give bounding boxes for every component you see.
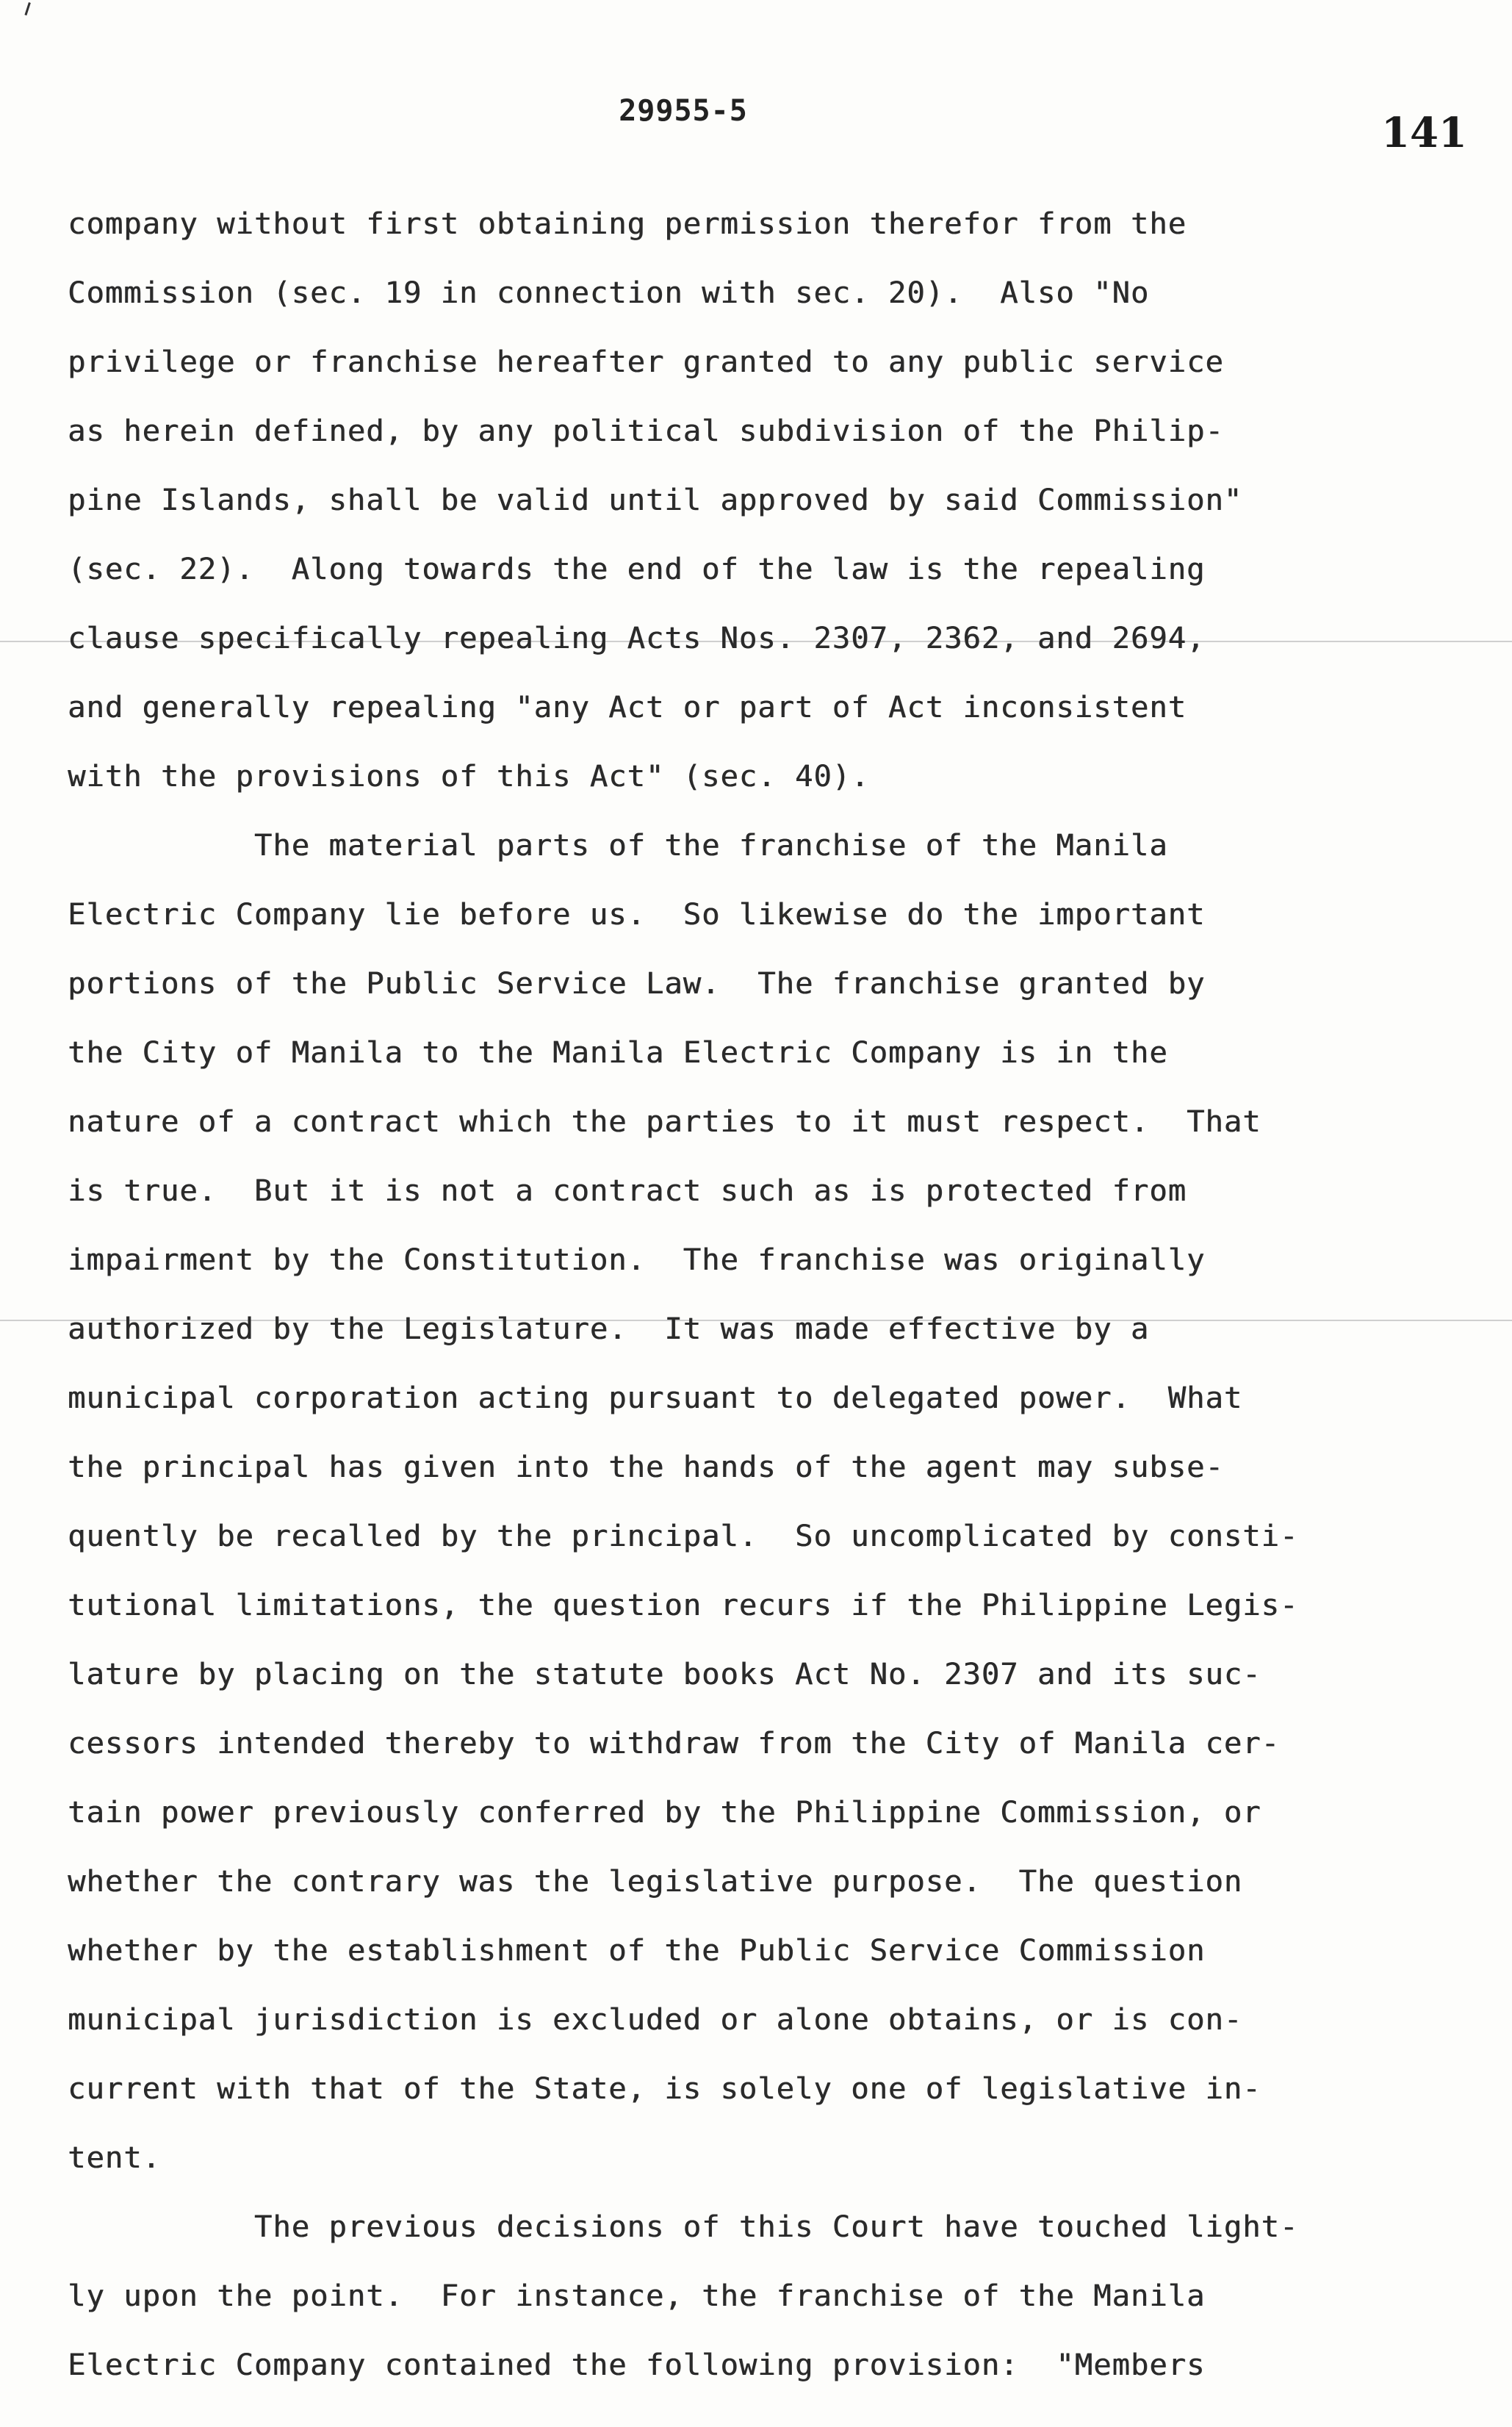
text-line: municipal corporation acting pursuant to delegated power. What <box>68 1380 1243 1415</box>
text-line: clause specifically repealing Acts Nos. 2307, 2362, and 2694, <box>68 620 1206 655</box>
text-line: whether by the establishment of the Public Service Commission <box>68 1932 1206 1968</box>
text-line: Electric Company contained the following provision: "Members <box>68 2347 1206 2382</box>
text-line: authorized by the Legislature. It was made effective by a <box>68 1311 1150 1346</box>
text-line: cessors intended thereby to withdraw from the City of Manila cer- <box>68 1725 1280 1761</box>
text-line: Commission (sec. 19 in connection with sec. 20). Also "No <box>68 275 1150 310</box>
text-line: (sec. 22). Along towards the end of the law is the repealing <box>68 551 1206 586</box>
text-line: current with that of the State, is solely one of legislative in- <box>68 2071 1261 2106</box>
text-line: pine Islands, shall be valid until approved by said Commission" <box>68 482 1243 517</box>
text-line: nature of a contract which the parties to it must respect. That <box>68 1104 1261 1139</box>
text-line: ly upon the point. For instance, the franchise of the Manila <box>68 2278 1206 2313</box>
text-line: tain power previously conferred by the Philippine Commission, or <box>68 1794 1261 1830</box>
text-line: tent. <box>68 2140 161 2175</box>
text-line: impairment by the Constitution. The franchise was originally <box>68 1242 1206 1277</box>
text-line: tutional limitations, the question recurs if the Philippine Legis- <box>68 1587 1299 1622</box>
text-line: The material parts of the franchise of the Manila <box>68 827 1168 863</box>
document-header-code: 29955-5 <box>619 94 748 128</box>
text-line: the principal has given into the hands of the agent may subse- <box>68 1449 1224 1484</box>
text-line: privilege or franchise hereafter granted to any public service <box>68 344 1224 379</box>
text-line: quently be recalled by the principal. So uncomplicated by consti- <box>68 1518 1299 1553</box>
text-line: with the provisions of this Act" (sec. 40). <box>68 758 870 794</box>
scan-artifact-mark <box>24 2 35 17</box>
text-line: portions of the Public Service Law. The franchise granted by <box>68 966 1206 1001</box>
text-line: whether the contrary was the legislative purpose. The question <box>68 1863 1243 1899</box>
text-line: The previous decisions of this Court have touched light- <box>68 2209 1299 2244</box>
text-line: is true. But it is not a contract such as is protected from <box>68 1173 1187 1208</box>
page-number: 141 <box>1381 109 1467 157</box>
text-line: Electric Company lie before us. So likewise do the important <box>68 896 1206 932</box>
document-body <box>68 198 1464 2409</box>
text-line: as herein defined, by any political subdivision of the Philip- <box>68 413 1224 448</box>
text-line: company without first obtaining permission therefor from the <box>68 206 1187 241</box>
text-line: and generally repealing "any Act or part of Act inconsistent <box>68 689 1187 724</box>
text-line: lature by placing on the statute books Act No. 2307 and its suc- <box>68 1656 1261 1691</box>
text-line: the City of Manila to the Manila Electric Company is in the <box>68 1035 1168 1070</box>
text-line: municipal jurisdiction is excluded or alone obtains, or is con- <box>68 2002 1243 2037</box>
